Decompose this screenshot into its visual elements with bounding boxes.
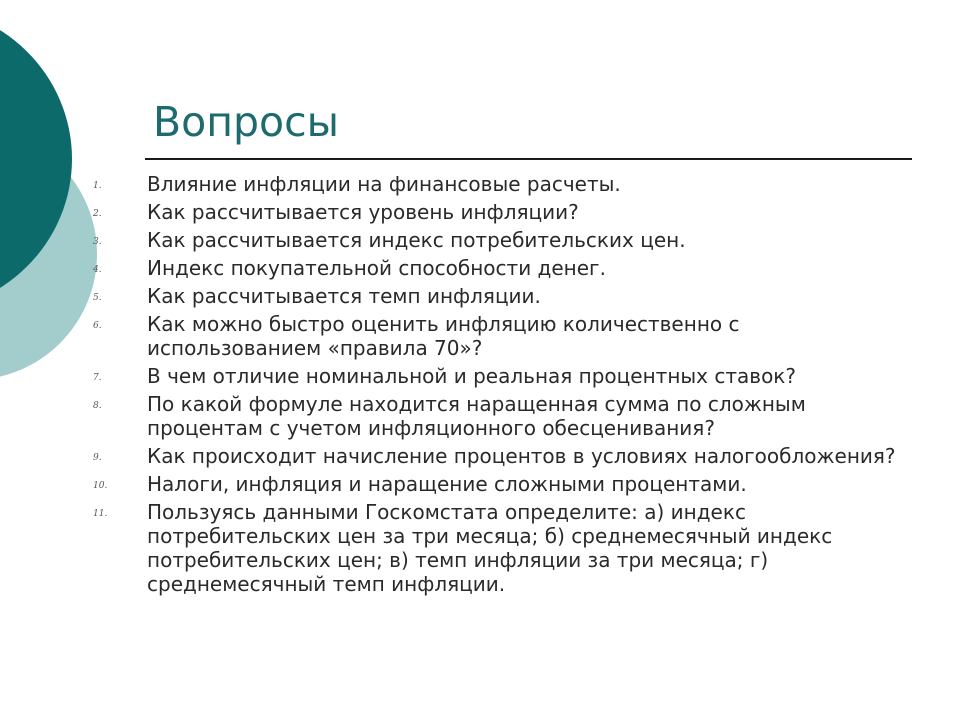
item-text: Пользуясь данными Госкомстата определите: а) индекс потребительских цен за три месяца; б) среднемесячный индекс потребительских цен; в) темп инфляции за три месяца; г) среднемесячный темп инфляции. xyxy=(147,500,833,596)
item-number: 3. xyxy=(93,237,102,247)
list-item xyxy=(93,284,908,308)
item-number: 10. xyxy=(93,481,108,491)
item-text: Как можно быстро оценить инфляцию количественно с использованием «правила 70»? xyxy=(147,312,740,360)
item-text: По какой формуле находится наращенная сумма по сложным процентам с учетом инфляционного обесценивания? xyxy=(147,392,806,440)
item-text: В чем отличие номинальной и реальная процентных ставок? xyxy=(147,364,796,388)
item-number: 2. xyxy=(93,209,102,219)
list-item xyxy=(93,200,908,224)
questions-list xyxy=(93,172,908,600)
list-item xyxy=(93,392,908,440)
item-number: 8. xyxy=(93,401,102,411)
item-text: Налоги, инфляция и наращение сложными процентами. xyxy=(147,472,747,496)
slide-title: Вопросы xyxy=(153,98,340,146)
item-number: 4. xyxy=(93,265,102,275)
title-underline xyxy=(145,158,912,160)
item-number: 6. xyxy=(93,321,102,331)
item-number: 1. xyxy=(93,181,102,191)
item-text: Как рассчитывается индекс потребительских цен. xyxy=(147,228,686,252)
list-item xyxy=(93,256,908,280)
item-text: Индекс покупательной способности денег. xyxy=(147,256,606,280)
item-text: Как рассчитывается уровень инфляции? xyxy=(147,200,579,224)
item-text: Как происходит начисление процентов в условиях налогообложения? xyxy=(147,444,896,468)
list-item xyxy=(93,312,908,360)
item-text: Как рассчитывается темп инфляции. xyxy=(147,284,541,308)
item-number: 9. xyxy=(93,453,102,463)
list-item xyxy=(93,472,908,496)
item-number: 5. xyxy=(93,293,102,303)
list-item xyxy=(93,364,908,388)
item-number: 11. xyxy=(93,509,108,519)
item-text: Влияние инфляции на финансовые расчеты. xyxy=(147,172,621,196)
list-item xyxy=(93,172,908,196)
list-item xyxy=(93,500,908,596)
list-item xyxy=(93,444,908,468)
item-number: 7. xyxy=(93,373,102,383)
list-item xyxy=(93,228,908,252)
